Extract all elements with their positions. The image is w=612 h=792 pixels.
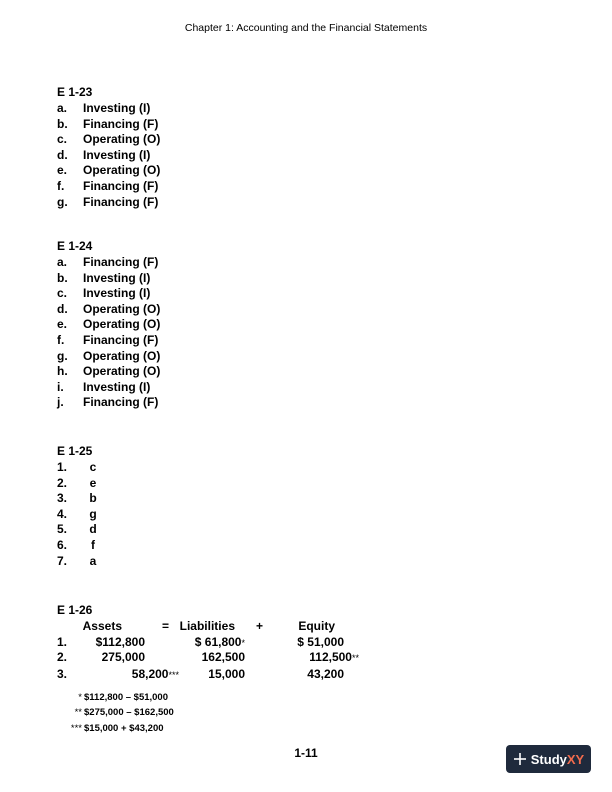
list-item — [57, 255, 160, 271]
item-answer: Financing (F) — [83, 194, 159, 209]
header-liabilities: Liabilities — [179, 619, 235, 633]
table-header-row — [57, 619, 377, 635]
cell-assets: 58,200*** — [131, 666, 179, 681]
item-answer: Financing (F) — [83, 395, 159, 410]
cell-liabilities: 15,000 — [208, 666, 245, 681]
footnote-mark: ** — [74, 707, 82, 719]
list-item — [57, 349, 160, 365]
list-item — [57, 148, 160, 164]
item-answer: b — [89, 491, 97, 506]
footnote-mark: * — [78, 692, 82, 703]
list-item — [57, 460, 99, 476]
item-answer: Operating (O) — [83, 163, 161, 178]
header-plus: + — [256, 619, 264, 633]
exercise-title: E 1-23 — [57, 85, 93, 99]
item-letter: h. — [57, 364, 68, 379]
row-label: 3. — [57, 666, 68, 681]
item-letter: e. — [57, 317, 68, 332]
item-letter: a. — [57, 255, 68, 269]
footnote — [62, 690, 174, 705]
item-answer: a — [89, 553, 97, 568]
item-answer: Investing (I) — [83, 101, 151, 115]
footnote-mark: *** — [70, 722, 82, 734]
item-letter: d. — [57, 147, 68, 162]
item-letter: f. — [57, 332, 65, 347]
item-answer: Financing (F) — [83, 255, 159, 269]
studyxy-logo[interactable] — [506, 745, 591, 773]
cell-assets: 275,000 — [101, 650, 145, 665]
item-letter: e. — [57, 163, 68, 178]
list-item — [57, 380, 160, 396]
item-answer: g — [89, 506, 97, 521]
list-item — [57, 522, 99, 538]
footnotes — [62, 690, 174, 736]
page-number: 1-11 — [294, 746, 318, 760]
exercise-title: E 1-26 — [57, 603, 93, 617]
item-letter: c. — [57, 286, 68, 301]
list-item — [57, 132, 160, 148]
item-letter: c. — [57, 132, 68, 147]
logo-text-xy: XY — [566, 751, 585, 767]
exercise-e1-23 — [57, 83, 160, 210]
exercise-e1-26 — [57, 601, 377, 682]
item-answer: d — [89, 522, 97, 537]
item-answer: Operating (O) — [83, 317, 161, 332]
item-answer: Operating (O) — [83, 348, 161, 363]
item-answer: Investing (I) — [83, 379, 151, 394]
item-number: 7. — [57, 553, 68, 568]
item-letter: b. — [57, 270, 68, 285]
exercise-title: E 1-25 — [57, 444, 93, 458]
item-letter: b. — [57, 116, 68, 131]
list-item — [57, 491, 99, 507]
footnote — [62, 721, 174, 736]
cell-assets: $112,800 — [95, 634, 145, 649]
row-label: 1. — [57, 634, 68, 649]
table-row — [57, 635, 377, 651]
page-header: Chapter 1: Accounting and the Financial Statements — [184, 22, 428, 34]
item-letter: i. — [57, 379, 64, 394]
list-item — [57, 286, 160, 302]
list-item — [57, 395, 160, 411]
list-item — [57, 476, 99, 492]
cell-equity: $ 51,000 — [297, 634, 344, 649]
list-item — [57, 271, 160, 287]
item-letter: f. — [57, 178, 65, 193]
table-row — [57, 650, 377, 666]
cell-equity: 43,200 — [307, 666, 344, 681]
footnote — [62, 705, 174, 720]
item-answer: Investing (I) — [83, 286, 151, 301]
logo-text-study: Study — [530, 751, 567, 767]
list-item — [57, 195, 160, 211]
item-answer: Investing (I) — [83, 147, 151, 162]
list-item — [57, 364, 160, 380]
header-equity: Equity — [298, 619, 335, 633]
item-answer: f — [91, 537, 95, 552]
item-answer: Operating (O) — [83, 301, 161, 316]
item-number: 5. — [57, 522, 68, 537]
item-answer: Financing (F) — [83, 332, 159, 347]
item-letter: a. — [57, 101, 68, 115]
list-item — [57, 179, 160, 195]
header-assets: Assets — [82, 619, 122, 633]
item-answer: Operating (O) — [83, 132, 161, 147]
item-number: 2. — [57, 475, 68, 490]
item-number: 3. — [57, 491, 68, 506]
row-label: 2. — [57, 650, 68, 665]
item-letter: g. — [57, 194, 68, 209]
exercise-e1-24 — [57, 237, 160, 411]
item-number: 6. — [57, 537, 68, 552]
item-number: 1. — [57, 460, 68, 474]
item-answer: Financing (F) — [83, 116, 159, 131]
list-item — [57, 101, 160, 117]
item-letter: j. — [57, 395, 64, 410]
footnote-text: $112,800 – $51,000 — [84, 692, 169, 703]
item-answer: Financing (F) — [83, 178, 159, 193]
list-item — [57, 538, 99, 554]
exercise-e1-25 — [57, 442, 99, 569]
item-answer: c — [89, 460, 97, 474]
footnote-text: $275,000 – $162,500 — [84, 707, 174, 719]
item-letter: g. — [57, 348, 68, 363]
item-number: 4. — [57, 506, 68, 521]
plus-icon — [513, 752, 527, 766]
item-letter: d. — [57, 301, 68, 316]
header-equals: = — [162, 619, 170, 633]
cell-equity: 112,500** — [309, 650, 359, 665]
cell-liabilities: $ 61,800* — [194, 634, 245, 649]
exercise-title: E 1-24 — [57, 239, 93, 253]
cell-liabilities: 162,500 — [201, 650, 245, 665]
list-item — [57, 117, 160, 133]
list-item — [57, 507, 99, 523]
item-answer: Investing (I) — [83, 270, 151, 285]
footnote-text: $15,000 + $43,200 — [84, 722, 164, 734]
table-row — [57, 667, 377, 683]
item-answer: e — [89, 475, 97, 490]
list-item — [57, 163, 160, 179]
list-item — [57, 554, 99, 570]
list-item — [57, 317, 160, 333]
item-answer: Operating (O) — [83, 364, 161, 379]
list-item — [57, 302, 160, 318]
list-item — [57, 333, 160, 349]
